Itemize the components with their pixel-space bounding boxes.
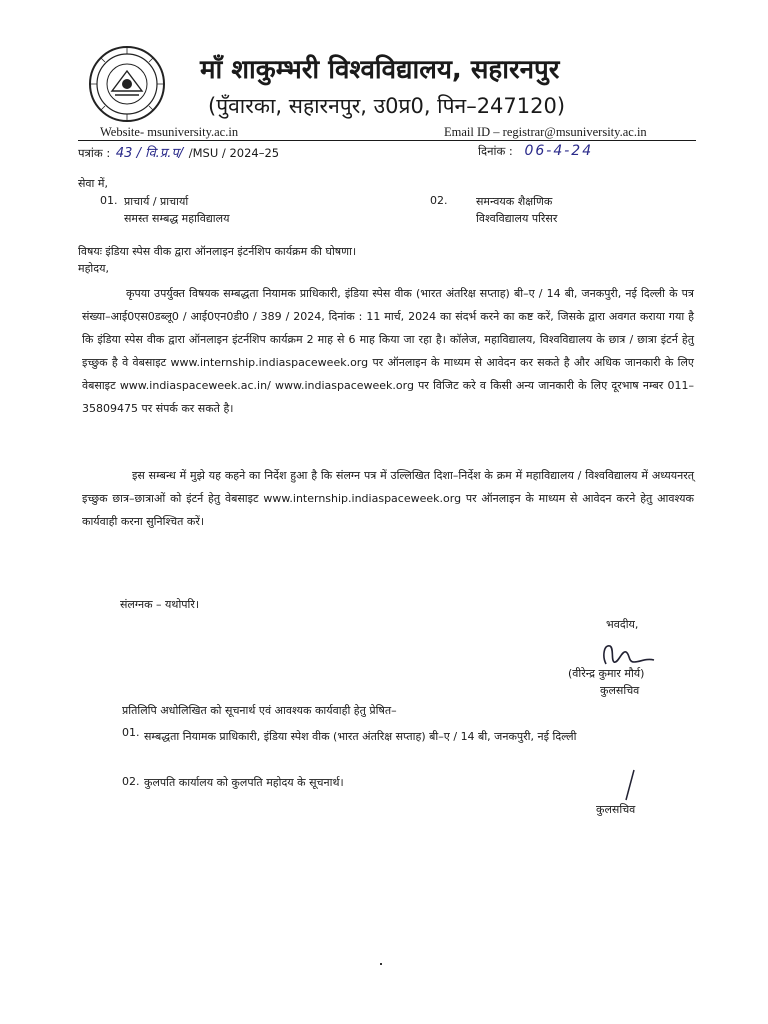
closing-bhavdiya: भवदीय, bbox=[606, 618, 639, 631]
university-seal-logo bbox=[88, 45, 166, 123]
handwritten-initial bbox=[616, 768, 640, 804]
dinank-handwritten: 06-4-24 bbox=[524, 143, 594, 159]
addressee-2-line1: समन्वयक शैक्षणिक bbox=[476, 195, 553, 208]
copy-item-2-number: 02. bbox=[122, 775, 140, 788]
copy-item-1: सम्बद्धता नियामक प्राधिकारी, इंडिया स्पेश वीक (भारत अंतरिक्ष सप्ताह) बी–ए / 14 बी, जनकपुरी, नई दिल्ली bbox=[144, 730, 577, 743]
body-paragraph-1: कृपया उपर्युक्त विषयक सम्बद्धता नियामक प्राधिकारी, इंडिया स्पेस वीक (भारत अंतरिक्ष सप्ताह) बी–ए / 14 बी, जनकपुरी, नई दिल्ली के पत्र संख्या–आई0एस0डब्लू0 / आई0एन0डी0 / 389 / 2024, दिनांक : 11 मार्च, 2024 का संदर्भ करने का कष्ट करें, जिसके द्वारा अवगत कराया गया है कि इंडिया स्पेस वीक द्वारा ऑनलाइन इंटर्नशिप कार्यक्रम 2 माह से 6 माह किया जा रहा है। कॉलेज, महाविद्यालय, विश्वविद्यालय के छात्र / छात्रा इंटर्न हेतु इच्छुक है वे वेबसाइट www.internship.indiaspaceweek.org पर ऑनलाइन के माध्यम से आवेदन कर सकते है और अधिक जानकारी के लिए वेबसाइट www.indiaspaceweek.ac.in/ www.indiaspaceweek.org पर विजिट करे व किसी अन्य जानकारी के लिए दूरभाष नम्बर 011–35809475 पर संपर्क कर सकते है। bbox=[82, 287, 694, 415]
signatory-name: (वीरेन्द्र कुमार मौर्य) bbox=[568, 667, 645, 680]
website-text: Website- msuniversity.ac.in bbox=[100, 125, 239, 139]
addressee-2-line2: विश्वविद्यालय परिसर bbox=[476, 212, 558, 225]
reference-number bbox=[78, 143, 279, 161]
salutation: महोदय, bbox=[78, 262, 109, 275]
addressee-1-line2: समस्त सम्बद्ध महाविद्यालय bbox=[124, 212, 230, 225]
copy-item-2: कुलपति कार्यालय को कुलपति महोदय के सूचनार्थ। bbox=[144, 776, 344, 789]
copy-designation: कुलसचिव bbox=[596, 803, 636, 816]
scan-speck bbox=[380, 963, 382, 965]
addressee-2-number: 02. bbox=[430, 194, 448, 207]
addressee-1-line1: प्राचार्य / प्राचार्या bbox=[124, 195, 189, 208]
dinank-label: दिनांक : bbox=[478, 144, 513, 158]
signatory-designation: कुलसचिव bbox=[600, 684, 640, 697]
body-paragraph-2: इस सम्बन्ध में मुझे यह कहने का निर्देश हुआ है कि संलग्न पत्र में उल्लिखित दिशा–निर्देश के क्रम में महाविद्यालय / विश्वविद्यालय में अध्ययनरत् इच्छुक छात्र–छात्राओं को इंटर्न हेतु वेबसाइट www.internship.indiaspaceweek.org पर ऑनलाइन के माध्यम से आवेदन करने हेतु आवश्यक कार्यवाही करना सुनिश्चित करें। bbox=[82, 469, 694, 528]
patrank-label: पत्रांक : bbox=[78, 146, 111, 160]
patrank-handwritten: 43 / वि.प्र.प/ bbox=[115, 146, 184, 161]
university-name: माँ शाकुम्भरी विश्वविद्यालय, सहारनपुर bbox=[200, 55, 560, 85]
seva-mein: सेवा में, bbox=[78, 177, 108, 190]
letter-date bbox=[478, 143, 593, 159]
addressee-1-number: 01. bbox=[100, 194, 118, 207]
copy-item-1-number: 01. bbox=[122, 726, 140, 739]
copy-intro: प्रतिलिपि अधोलिखित को सूचनार्थ एवं आवश्यक कार्यवाही हेतु प्रेषित– bbox=[122, 704, 397, 717]
patrank-suffix: /MSU / 2024–25 bbox=[188, 146, 280, 160]
handwritten-signature bbox=[584, 636, 664, 670]
subject-line: विषयः इंडिया स्पेस वीक द्वारा ऑनलाइन इंटर्नशिप कार्यक्रम की घोषणा। bbox=[78, 245, 357, 258]
header-divider bbox=[78, 140, 696, 141]
university-address: (पुँवारका, सहारनपुर, उ0प्र0, पिन–247120) bbox=[208, 94, 566, 118]
email-text: Email ID – registrar@msuniversity.ac.in bbox=[444, 125, 647, 139]
enclosure-note: संलग्नक – यथोपरि। bbox=[120, 598, 200, 611]
